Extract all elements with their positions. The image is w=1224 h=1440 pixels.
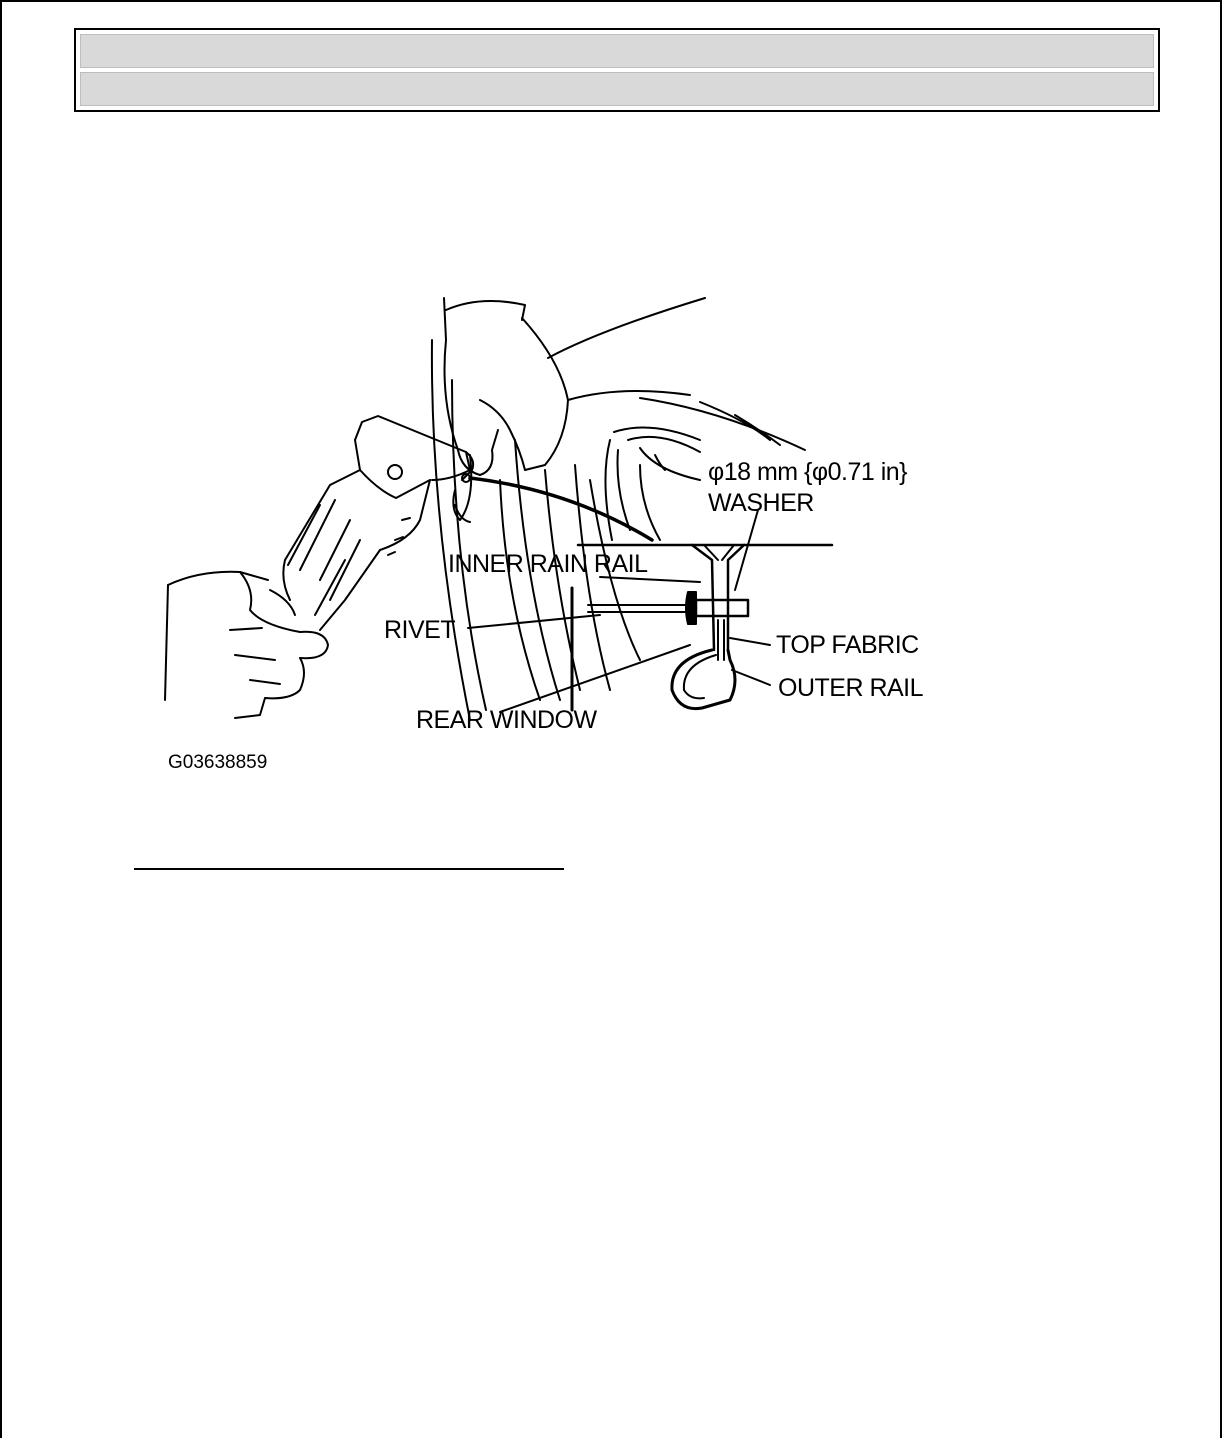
lower-hand-top [168,572,268,585]
upper-hand-left [444,298,458,450]
inner-rail-right [728,545,744,650]
roof-line-3 [640,398,805,450]
top-fabric-label: TOP FABRIC [776,631,919,659]
leader-rivet [468,615,600,628]
washer-size-label: φ18 mm {φ0.71 in} [708,458,908,486]
lower-hand-wrist [165,585,168,700]
riveter-pivot [388,465,402,479]
inner-rain-rail-label: INNER RAIN RAIL [448,550,648,578]
upper-hand-top [446,301,525,320]
roof-line-1 [548,298,705,358]
upper-hand-finger [480,400,525,470]
figure-id: G03638859 [168,752,268,773]
panel-line-2 [452,380,486,710]
top-fabric-layer [718,620,724,660]
outer-rail-label: OUTER RAIL [778,674,924,702]
leader-rear-window [500,645,690,712]
header-box [74,28,1160,112]
footnote-rule [134,868,564,870]
window-curve-3 [640,465,660,540]
outer-rail-inner [684,655,716,698]
rivet-head [686,592,696,624]
header-subtitle-bar [80,72,1154,106]
riveter-handle-outer [283,470,360,600]
lower-hand-knuckles [235,658,304,718]
window-top-2 [628,437,700,452]
lower-hand-creases [230,628,280,684]
lower-hand-thumb [270,590,295,615]
roof-line-5 [735,415,780,445]
leader-outer-rail [732,670,770,685]
window-inner-1 [640,448,700,480]
roof-line-2 [568,391,690,400]
riveter-neck [380,480,430,550]
rivet-label: RIVET [384,616,456,644]
rivet-body-rect [696,600,748,616]
rear-window-label: REAR WINDOW [416,706,597,734]
upper-hand-thumb [458,430,498,475]
upper-hand-right [522,318,568,470]
riveter-head-body [355,440,430,498]
rivet-shaft-lines [588,605,690,612]
window-curve-1 [605,440,612,540]
panel-line-1 [432,340,470,720]
leader-top-fabric [730,638,770,645]
rivet-mandrel-line [470,478,652,540]
window-curve-2 [618,450,631,530]
header-title-bar [80,34,1154,68]
washer-label: WASHER [708,489,814,517]
